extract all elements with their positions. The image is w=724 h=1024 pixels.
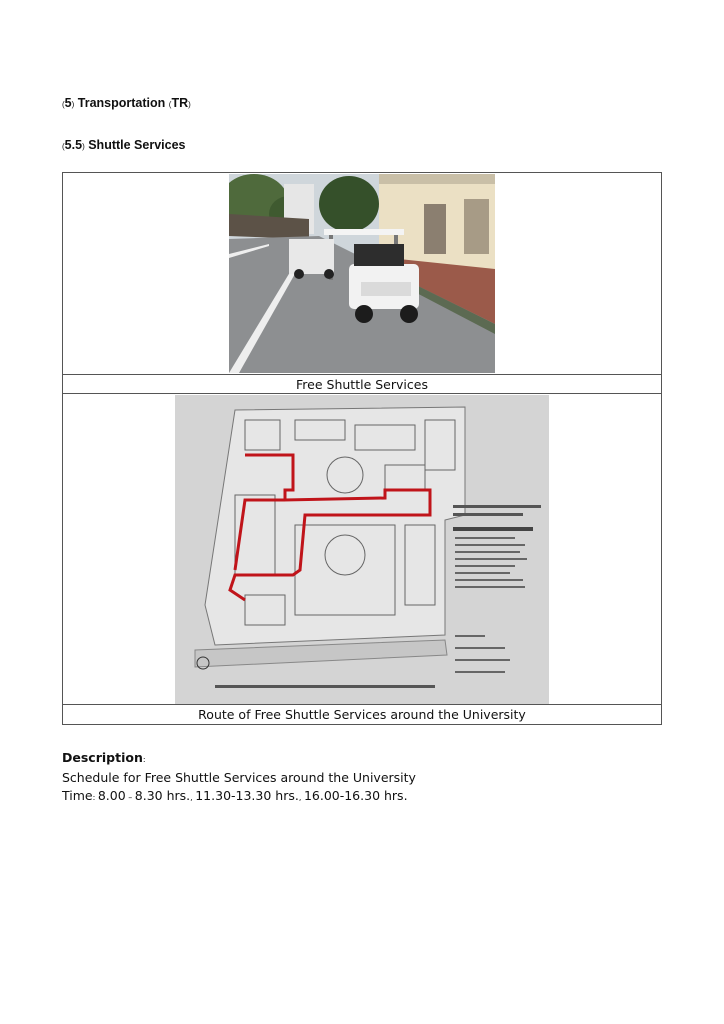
subsection-heading: (5.5) Shuttle Services [62, 138, 186, 152]
schedule-times: Time: 8.00 – 8.30 hrs., 11.30-13.30 hrs., 16.00-16.30 hrs. [62, 788, 408, 803]
figure-table [62, 172, 662, 725]
section-code: TR [171, 96, 189, 110]
map-caption: Route of Free Shuttle Services around the University [198, 707, 526, 722]
description-title: Description [62, 750, 143, 765]
description-block: Description: Schedule for Free Shuttle Services around the University Time: 8.00 – 8.30 hrs., 11.30-13.30 hrs., 16.00-16.30 hrs. [62, 749, 416, 807]
photo-cell [63, 173, 661, 375]
description-line: Schedule for Free Shuttle Services around the University [62, 770, 416, 785]
photo-caption: Free Shuttle Services [63, 375, 661, 394]
map-cell [63, 394, 661, 705]
section-title: Transportation [77, 96, 166, 110]
subsection-title: Shuttle Services [88, 138, 186, 152]
shuttle-photo [229, 174, 495, 373]
section-heading: (5) Transportation (TR) [62, 96, 191, 110]
route-map [175, 395, 549, 704]
